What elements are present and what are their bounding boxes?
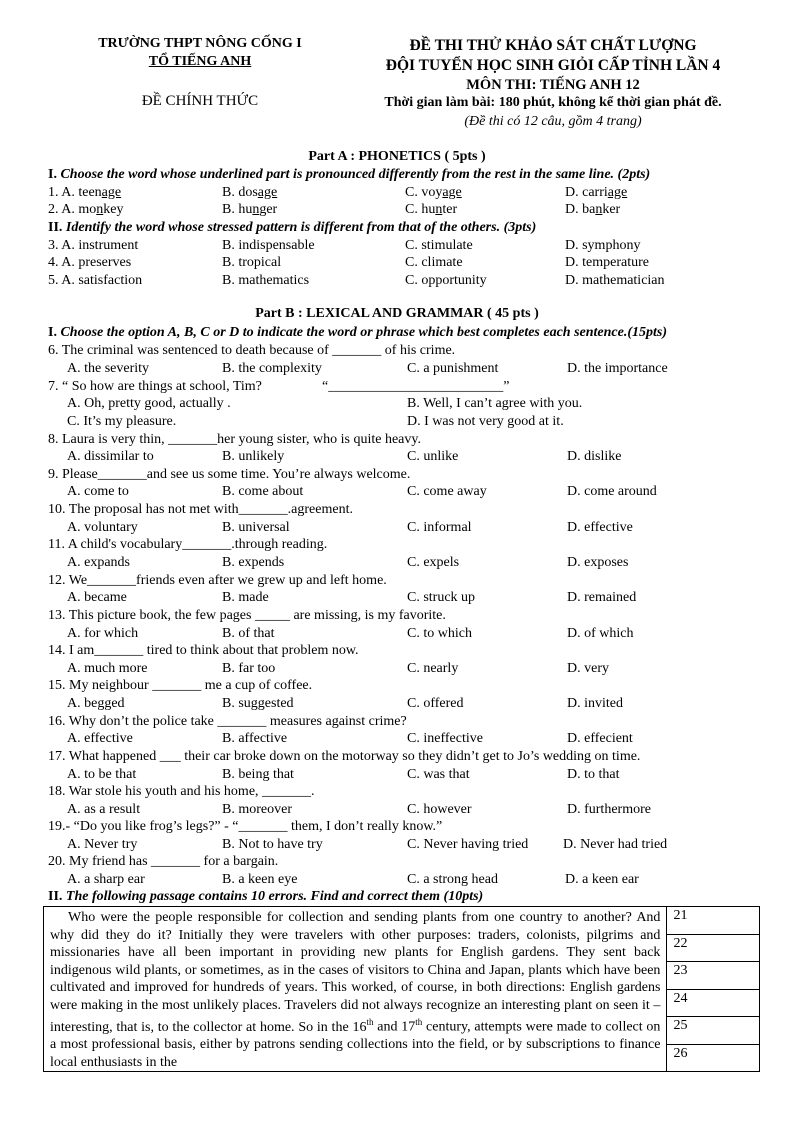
error-passage: Who were the people responsible for collection and sending plants from one country to another? And why did they do it? Initially they were travelers with other purposes: traders, colonists, pilgrims and missionaries have all been important in providing new plants for English gardens. They sent back indigenous wild plants, or sometimes, as in the cases of visitors to China and Japan, plants which have been cultivated and improved for hundreds of years. This worked, of course, in both directions: English gardens were making in the most unlikely places. Travelers did not always recognize an interesting plant on seen it – interesting, that is, to the collector at home. So in the 16th and 17th century, attempts were made to collect on a most professional basis, either by patrons sending collections into the field, or by subscriptions to finance local enthusiasts in the xyxy=(44,907,667,1072)
part-a-section-1: I. Choose the word whose underlined part is pronounced differently from the rest in the same line. (2pts) xyxy=(48,167,651,182)
answer-slot-26[interactable]: 26 xyxy=(673,1045,688,1061)
question-6: 6. The criminal was sentenced to death because of _______ of his crime. xyxy=(48,343,456,358)
question-7-options-cd: C. It’s my pleasure. D. I was not very good at it. xyxy=(67,414,564,429)
exam-title-1: ĐỀ THI THỬ KHẢO SÁT CHẤT LƯỢNG xyxy=(409,37,697,54)
question-14-options: A. much more B. far too C. nearly D. very xyxy=(67,661,609,676)
answer-slot-25[interactable]: 25 xyxy=(667,1017,759,1045)
exam-title-2: ĐỘI TUYỂN HỌC SINH GIỎI CẤP TỈNH LẦN 4 xyxy=(385,57,721,74)
exam-note: (Đề thi có 12 câu, gồm 4 trang) xyxy=(464,114,642,129)
error-passage-table xyxy=(43,906,760,1072)
question-8-options: A. dissimilar to B. unlikely C. unlike D. dislike xyxy=(67,449,622,464)
question-10-options: A. voluntary B. universal C. informal D. effective xyxy=(67,520,633,535)
exam-time: Thời gian làm bài: 180 phút, không kể thời gian phát đề. xyxy=(384,95,722,110)
question-12: 12. We_______friends even after we grew up and left home. xyxy=(48,573,387,588)
question-6-options: A. the severity B. the complexity C. a punishment D. the importance xyxy=(67,361,668,376)
question-18-options: A. as a result B. moreover C. however D. furthermore xyxy=(67,802,651,817)
question-10: 10. The proposal has not met with_______.agreement. xyxy=(48,502,353,517)
answer-slot-23[interactable]: 23 xyxy=(667,962,759,990)
answer-slot-21[interactable]: 21 xyxy=(667,907,759,935)
official-label: ĐỀ CHÍNH THỨC xyxy=(141,93,259,109)
question-14: 14. I am_______ tired to think about that problem now. xyxy=(48,643,359,658)
question-17-options: A. to be that B. being that C. was that D. to that xyxy=(67,767,620,782)
question-3: 3. A. instrument B. indispensable C. stimulate D. symphony xyxy=(48,238,641,253)
answer-slot-24[interactable]: 24 xyxy=(667,990,759,1018)
question-19-options: A. Never try B. Not to have try C. Never having tried D. Never had tried xyxy=(67,837,668,852)
question-9: 9. Please_______and see us some time. You’re always welcome. xyxy=(48,467,411,482)
question-4: 4. A. preserves B. tropical C. climate D. temperature xyxy=(48,255,649,270)
question-13-options: A. for which B. of that C. to which D. of which xyxy=(67,626,634,641)
question-5: 5. A. satisfaction B. mathematics C. opportunity D. mathematician xyxy=(48,273,665,288)
question-20-options: A. a sharp ear B. a keen eye C. a strong head D. a keen ear xyxy=(67,872,639,887)
part-b-section-1: I. Choose the option A, B, C or D to indicate the word or phrase which best completes each sentence.(15pts) xyxy=(48,325,668,340)
question-18: 18. War stole his youth and his home, _______. xyxy=(48,784,315,799)
exam-subject: MÔN THI: TIẾNG ANH 12 xyxy=(466,77,640,93)
answer-slot-22[interactable]: 22 xyxy=(667,935,759,963)
question-11: 11. A child's vocabulary_______.through reading. xyxy=(48,537,328,552)
question-8: 8. Laura is very thin, _______her young sister, who is quite heavy. xyxy=(48,432,421,447)
department-name: TỔ TIẾNG ANH xyxy=(148,54,252,69)
question-15: 15. My neighbour _______ me a cup of coffee. xyxy=(48,678,313,693)
question-19: 19.- “Do you like frog’s legs?” - “_______ them, I don’t really know.” xyxy=(48,819,443,834)
part-b-title: Part B : LEXICAL AND GRAMMAR ( 45 pts ) xyxy=(255,306,539,321)
question-9-options: A. come to B. come about C. come away D. come around xyxy=(67,484,657,499)
question-11-options: A. expands B. expends C. expels D. exposes xyxy=(67,555,629,570)
question-1: 1. A. teenage B. dosage C. voyage D. carriage xyxy=(48,185,628,200)
part-a-title: Part A : PHONETICS ( 5pts ) xyxy=(308,149,486,164)
question-7: 7. “ So how are things at school, Tim? “_________________________” xyxy=(48,379,510,394)
question-2: 2. A. monkey B. hunger C. hunter D. banker xyxy=(48,202,621,217)
question-16: 16. Why don’t the police take _______ measures against crime? xyxy=(48,714,407,729)
question-17: 17. What happened ___ their car broke down on the motorway so they didn’t get to Jo’s wedding on time. xyxy=(48,749,641,764)
question-15-options: A. begged B. suggested C. offered D. invited xyxy=(67,696,623,711)
question-13: 13. This picture book, the few pages _____ are missing, is my favorite. xyxy=(48,608,446,623)
question-16-options: A. effective B. affective C. ineffective D. effecient xyxy=(67,731,633,746)
part-a-section-2: II. Identify the word whose stressed pattern is different from that of the others. (3pts) xyxy=(48,220,537,235)
question-20: 20. My friend has _______ for a bargain. xyxy=(48,854,279,869)
answer-numbers xyxy=(667,907,760,1072)
question-12-options: A. became B. made C. struck up D. remained xyxy=(67,590,637,605)
question-7-options-ab: A. Oh, pretty good, actually . B. Well, I can’t agree with you. xyxy=(67,396,583,411)
school-name: TRƯỜNG THPT NÔNG CỐNG I xyxy=(98,36,302,51)
part-b-section-2: II. The following passage contains 10 errors. Find and correct them (10pts) xyxy=(48,889,484,904)
